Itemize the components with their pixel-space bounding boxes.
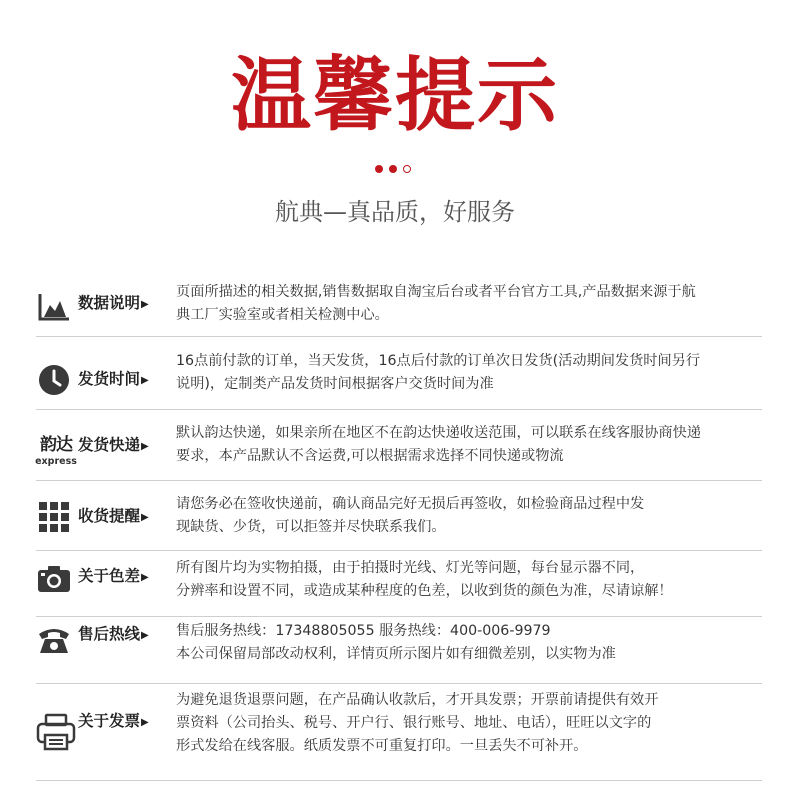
- page-title: 温馨提示: [231, 49, 559, 142]
- chart-icon: [36, 288, 72, 324]
- dot-filled: [389, 165, 397, 173]
- decorative-dots: [373, 165, 423, 177]
- printer-icon: [36, 712, 76, 752]
- item-text-shipping-time: 16点前付款的订单，当天发货，16点后付款的订单次日发货(活动期间发货时间另行 说明)，定制类产品发货时间根据客户交货时间为准: [176, 353, 701, 392]
- item-label-color: 关于色差▶: [78, 567, 149, 585]
- divider: [36, 780, 762, 781]
- yunda-logo-cn: 韵达: [40, 435, 72, 455]
- item-label-courier: 发货快递▶: [78, 436, 149, 454]
- dot-outline: [403, 165, 411, 173]
- yunda-logo: [34, 434, 78, 474]
- divider: [36, 683, 762, 684]
- item-label-invoice: 关于发票▶: [78, 712, 149, 730]
- divider: [36, 409, 762, 410]
- item-label-shipping-time: 发货时间▶: [78, 370, 149, 388]
- item-text-hotline: 售后服务热线：17348805055 服务热线：400-006-9979 本公司保留局部改动权利，详情页所示图片如有细微差别，以实物为准: [176, 623, 616, 662]
- divider: [36, 550, 762, 551]
- dot-filled: [375, 165, 383, 173]
- divider: [36, 616, 762, 617]
- page-subtitle: 航典—真品质，好服务: [275, 198, 515, 226]
- divider: [36, 336, 762, 337]
- item-text-courier: 默认韵达快递，如果亲所在地区不在韵达快递收送范围，可以联系在线客服协商快递 要求，本产品默认不含运费,可以根据需求选择不同快递或物流: [176, 425, 701, 464]
- yunda-logo-en: express: [35, 456, 77, 467]
- phone-icon: [36, 622, 72, 658]
- item-text-invoice: 为避免退货退票问题，在产品确认收款后，才开具发票；开票前请提供有效开 票资料（公司抬头、税号、开户行、银行账号、地址、电话），旺旺以文字的 形式发给在线客服。纸质发票不可重复打印。一旦丢失不可补开。: [176, 692, 659, 754]
- item-label-hotline: 售后热线▶: [78, 625, 149, 643]
- grid-icon: [36, 499, 72, 535]
- item-label-data: 数据说明▶: [78, 294, 149, 312]
- camera-icon: [36, 561, 72, 597]
- item-text-data: 页面所描述的相关数据,销售数据取自淘宝后台或者平台官方工具,产品数据来源于航 典工厂实验室或者相关检测中心。: [176, 284, 696, 323]
- item-label-receipt: 收货提醒▶: [78, 507, 149, 525]
- item-text-receipt: 请您务必在签收快递前，确认商品完好无损后再签收，如检验商品过程中发 现缺货、少货，可以拒签并尽快联系我们。: [176, 496, 645, 535]
- clock-icon: [36, 362, 72, 398]
- divider: [36, 480, 762, 481]
- item-text-color: 所有图片均为实物拍摄，由于拍摄时光线、灯光等问题，每台显示器不同， 分辨率和设置不同，或造成某种程度的色差，以收到货的颜色为准，尽请谅解！: [176, 560, 673, 599]
